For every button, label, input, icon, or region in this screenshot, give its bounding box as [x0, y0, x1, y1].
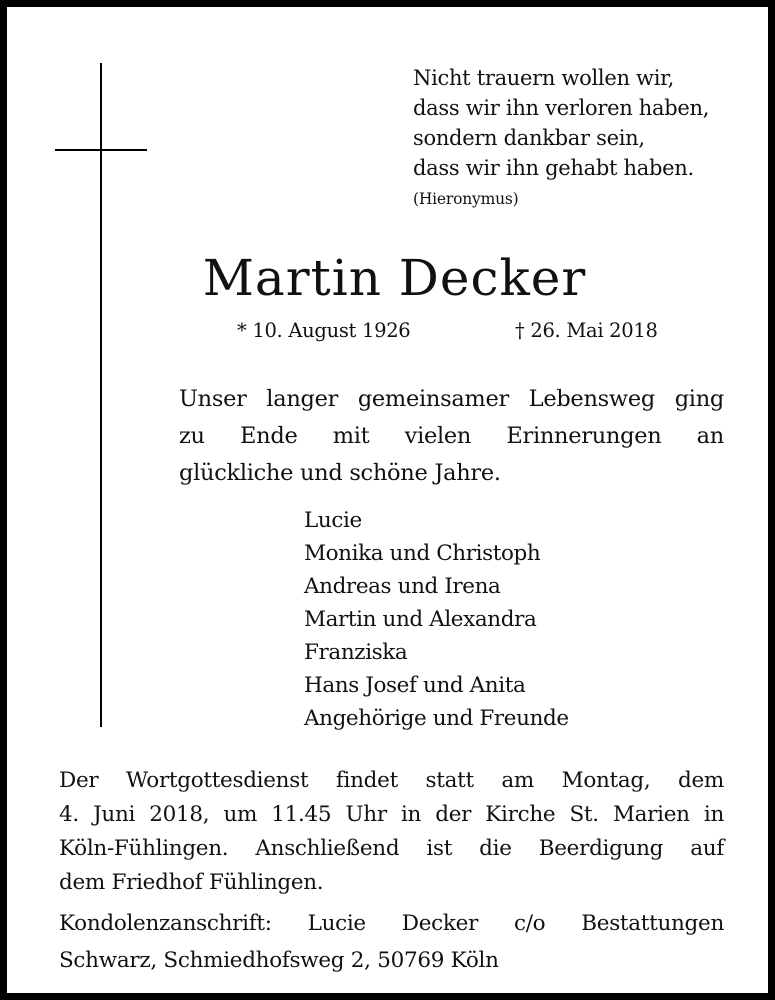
quote-line: dass wir ihn gehabt haben. [413, 156, 694, 180]
service-line: Köln-Fühlingen. Anschließend ist die Beerdigung auf [59, 836, 724, 861]
mourners-list [304, 504, 569, 735]
cross-vertical-bar [100, 63, 102, 727]
message-line: Unser langer gemeinsamer Lebensweg ging [179, 386, 724, 412]
quote-line: dass wir ihn verloren haben, [413, 96, 710, 120]
mourner-name: Lucie [304, 508, 362, 533]
farewell-message [179, 381, 724, 492]
mourner-name: Martin und Alexandra [304, 607, 537, 632]
cross-horizontal-bar [55, 149, 147, 151]
mourner-name: Andreas und Irena [304, 574, 501, 599]
quote-source: (Hieronymus) [413, 190, 519, 208]
message-line: zu Ende mit vielen Erinnerungen an [179, 423, 724, 449]
quote-line: Nicht trauern wollen wir, [413, 66, 674, 90]
quote-line: sondern dankbar sein, [413, 126, 645, 150]
deceased-name: Martin Decker [202, 249, 587, 307]
mourner-name: Angehörige und Freunde [304, 706, 569, 731]
service-line: Der Wortgottesdienst findet statt am Montag, dem [59, 768, 724, 793]
condolence-line: Kondolenzanschrift: Lucie Decker c/o Bestattungen [59, 911, 724, 936]
service-announcement [59, 764, 724, 900]
service-line: dem Friedhof Fühlingen. [59, 870, 324, 895]
condolence-address [59, 905, 724, 979]
mourner-name: Franziska [304, 640, 408, 665]
message-line: glückliche und schöne Jahre. [179, 460, 501, 486]
condolence-line: Schwarz, Schmiedhofsweg 2, 50769 Köln [59, 948, 499, 973]
memorial-quote [413, 63, 709, 183]
mourner-name: Hans Josef und Anita [304, 673, 526, 698]
birth-date: * 10. August 1926 [237, 319, 411, 342]
mourner-name: Monika und Christoph [304, 541, 541, 566]
death-date: † 26. Mai 2018 [515, 319, 658, 342]
service-line: 4. Juni 2018, um 11.45 Uhr in der Kirche St. Marien in [59, 802, 724, 827]
